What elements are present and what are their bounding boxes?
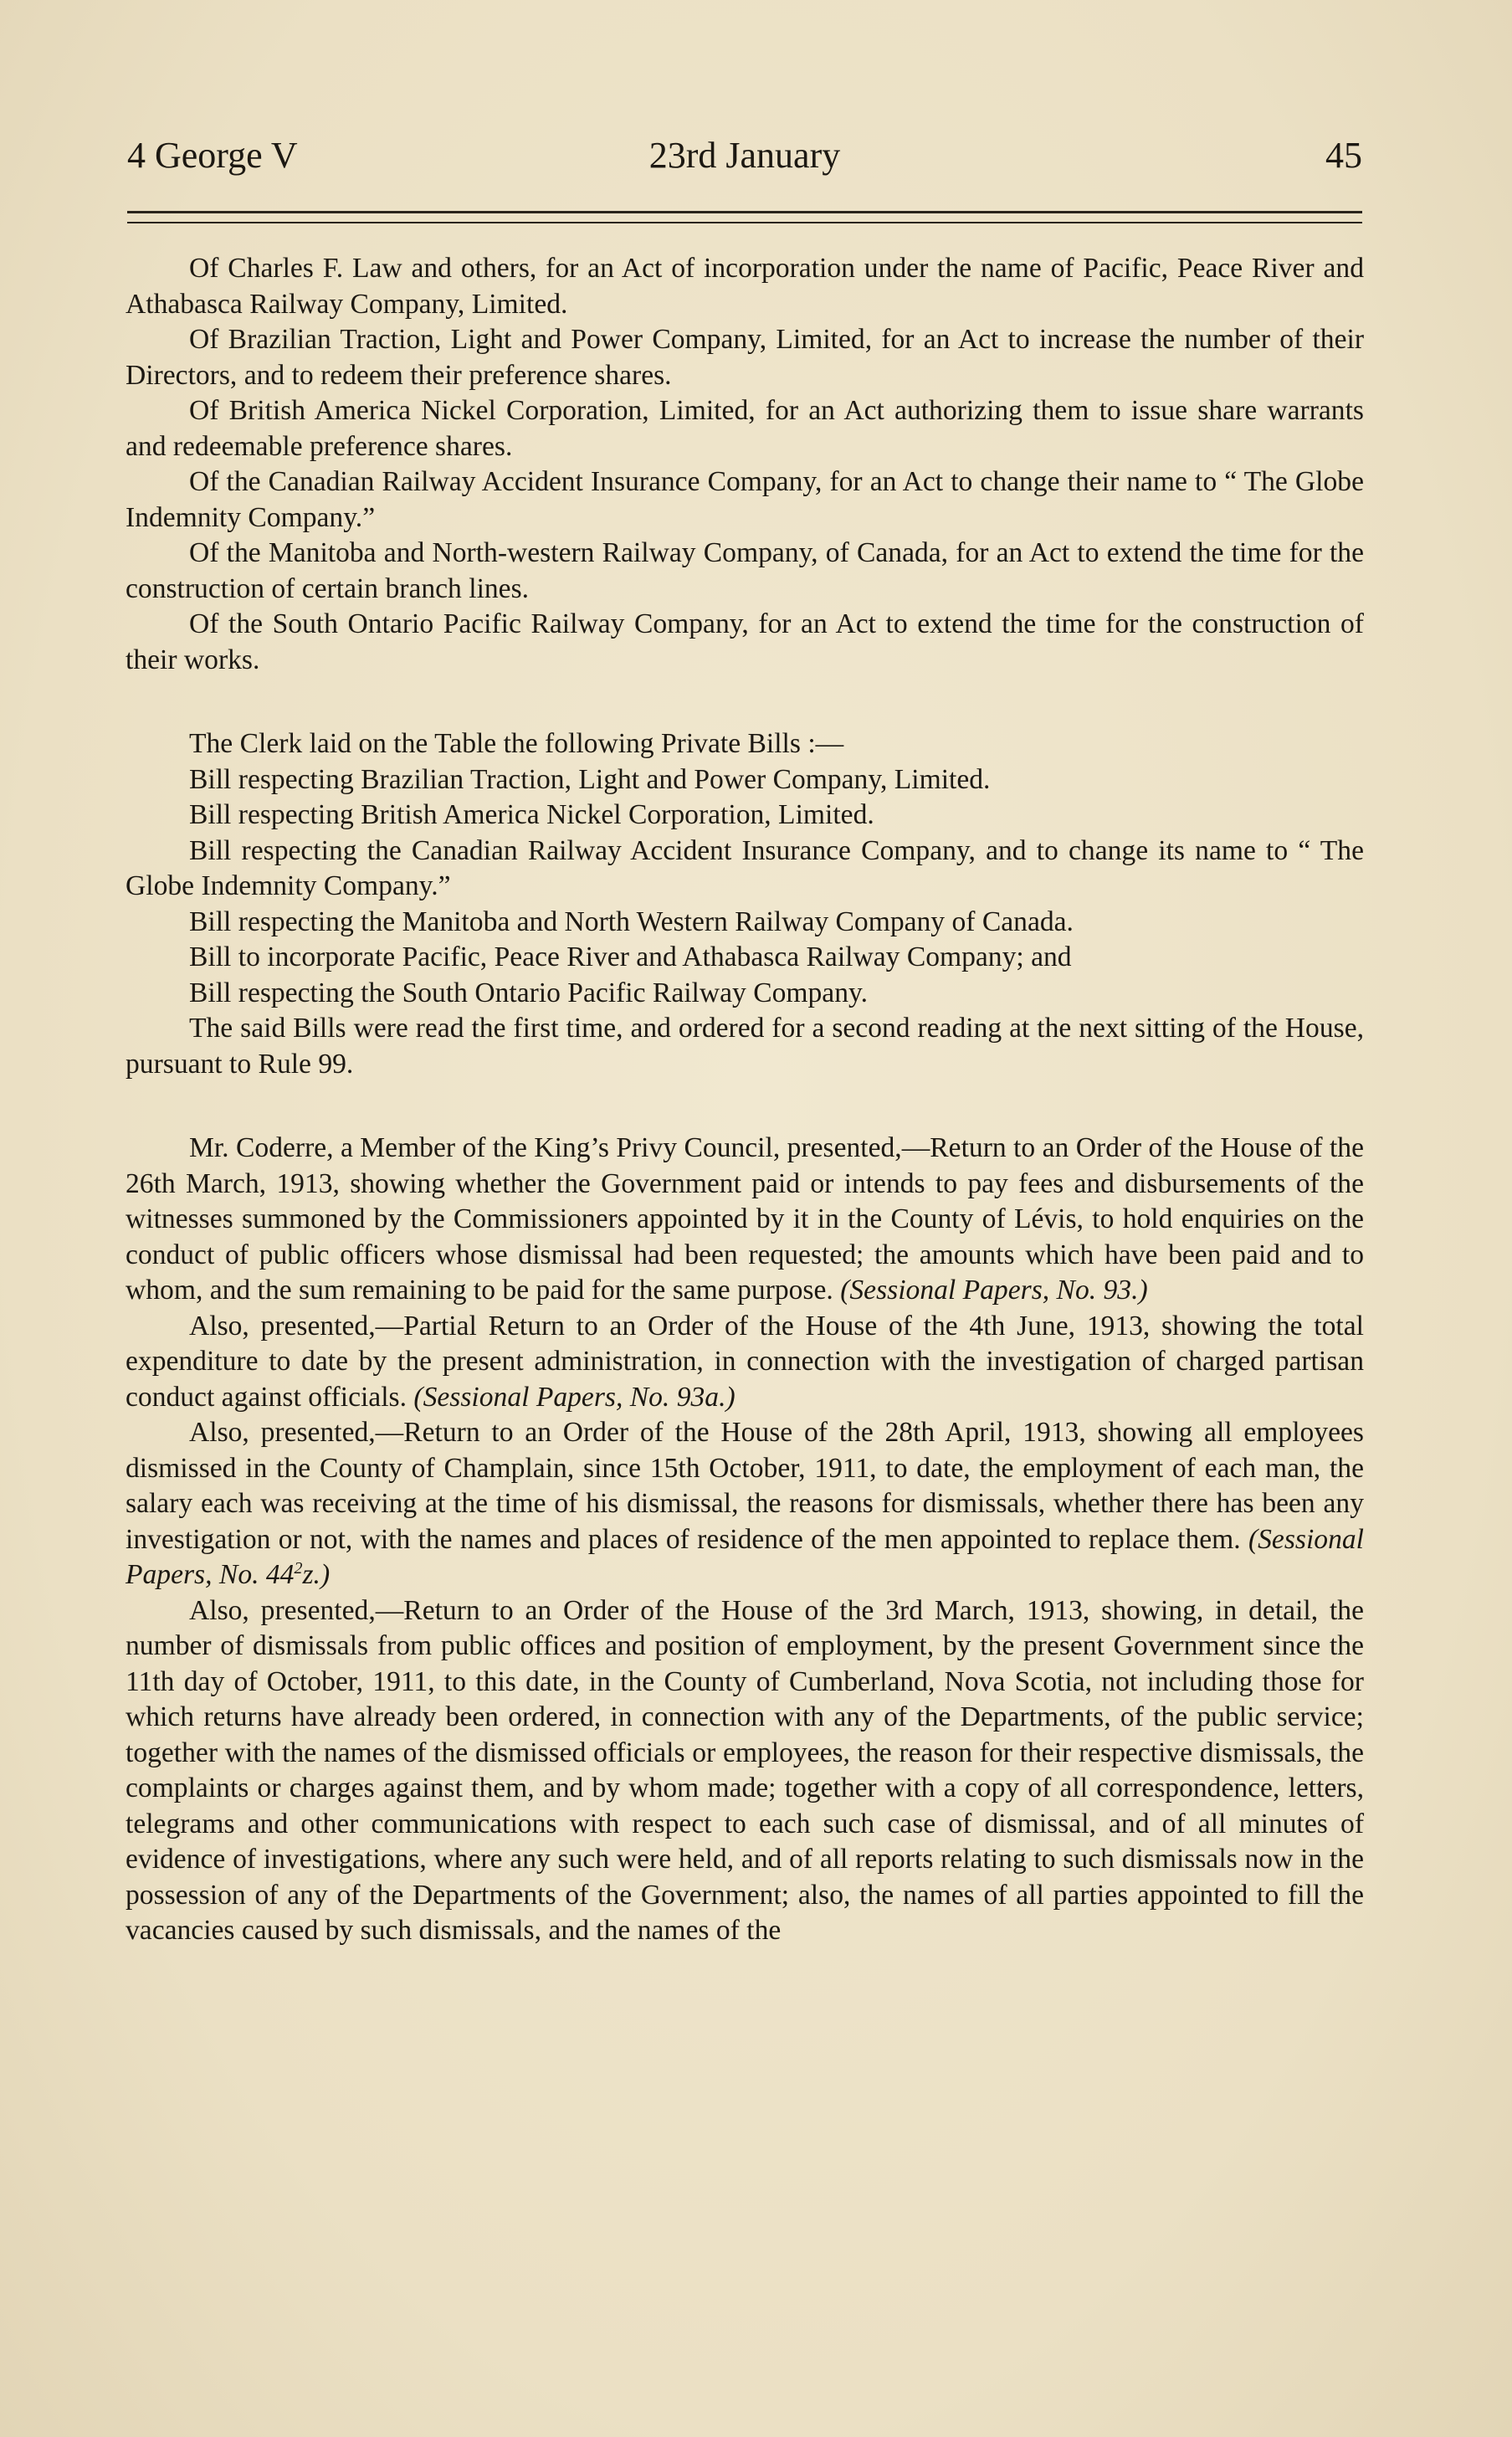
sessional-paper-ref: (Sessional Papers, No. 93.) — [840, 1275, 1148, 1306]
ref-suffix: z.) — [302, 1559, 331, 1590]
petition-paragraph: Of the Manitoba and North-western Railway Company, of Canada, for an Act to extend the time for the construction of certain branch lines. — [126, 537, 1364, 604]
bill-item: Bill respecting the South Ontario Pacific Railway Company. — [189, 977, 869, 1008]
bill-item: Bill to incorporate Pacific, Peace River and Athabasca Railway Company; and — [189, 941, 1072, 972]
bill-item: Bill respecting Brazilian Traction, Light and Power Company, Limited. — [189, 763, 991, 795]
bill-item: Bill respecting the Canadian Railway Accident Insurance Company, and to change its name to “ The Globe Indemnity Company.” — [126, 834, 1364, 901]
ref-superscript: 2 — [294, 1558, 303, 1578]
return-text: Also, presented,—Partial Return to an Order of the House of the 4th June, 1913, showing the total expenditure to date by the present administration, in connection with the investigation of charged partisan conduct against officials. — [126, 1310, 1364, 1413]
return-paragraph: Also, presented,—Return to an Order of the House of the 3rd March, 1913, showing, in detail, the number of dismissals from public offices and position of employment, by the present Government since the 11th day of October, 1911, to this date, in the County of Cumberland, Nova Scotia, not including those for which returns have already been ordered, in connection with any of the Departments, of the public service; together with the names of the dismissed officials or employees, the reason for their respective dismissals, the complaints or charges against them, and by whom made; together with a copy of all correspondence, letters, telegrams and other communications with respect to each such case of dismissal, and of all minutes of evidence of investigations, where any such were held, and of all reports relating to such dismissals now in the possession of any of the Departments of the Government; also, the names of all parties appointed to fill the vacancies caused by such dismissals, and the names of the — [126, 1594, 1364, 1946]
petition-paragraph: Of the Canadian Railway Accident Insurance Company, for an Act to change their name to “ The Globe Indemnity Company.” — [126, 466, 1364, 533]
return-paragraph — [126, 1309, 1364, 1416]
sessional-paper-ref: (Sessional Papers, No. 93a.) — [413, 1381, 735, 1413]
bills-outro: The said Bills were read the first time, and ordered for a second reading at the next sitting of the House, pursuant to Rule 99. — [126, 1013, 1364, 1080]
bill-item: Bill respecting British America Nickel Corporation, Limited. — [189, 799, 874, 830]
return-text: Mr. Coderre, a Member of the King’s Privy Council, presented,—Return to an Order of the House of the 26th March, 1913, showing whether the Government paid or intends to pay fees and disbursements of the witnesses summoned by the Commissioners appointed by it in the County of Lévis, to hold enquiries on the conduct of public officers whose dismissal had been requested; the amounts which have been paid and to whom, and the sum remaining to be paid for the same purpose. — [126, 1132, 1364, 1306]
bills-intro: The Clerk laid on the Table the following Private Bills :— — [189, 728, 844, 759]
header-date: 23rd January — [648, 135, 841, 176]
petition-paragraph: Of Charles F. Law and others, for an Act of incorporation under the name of Pacific, Peace River and Athabasca Railway Company, Limited. — [126, 253, 1364, 320]
header-double-rule — [127, 211, 1362, 223]
return-paragraph — [126, 1131, 1364, 1309]
return-paragraph — [126, 1415, 1364, 1593]
bill-item: Bill respecting the Manitoba and North Western Railway Company of Canada. — [189, 906, 1074, 937]
return-text: Also, presented,—Return to an Order of the House of the 28th April, 1913, showing all employees dismissed in the County of Champlain, since 15th October, 1911, to date, the employment of each man, the salary each was receiving at the time of his dismissal, the reasons for dismissals, whether there has been any investigation or not, with the names and places of residence of the men appointed to replace them. — [126, 1417, 1364, 1555]
header-regnal-year: 4 George V — [127, 135, 298, 176]
page-header — [127, 134, 1362, 192]
petition-paragraph: Of the South Ontario Pacific Railway Company, for an Act to extend the time for the construction of their works. — [126, 608, 1364, 675]
petition-paragraph: Of Brazilian Traction, Light and Power Company, Limited, for an Act to increase the number of their Directors, and to redeem their preference shares. — [126, 324, 1364, 391]
ref-main: (Sessional Papers, No. 44 — [126, 1523, 1364, 1590]
page-body — [126, 251, 1364, 1949]
petition-paragraph: Of British America Nickel Corporation, Limited, for an Act authorizing them to issue share warrants and redeemable preference shares. — [126, 395, 1364, 462]
page-number: 45 — [1325, 135, 1362, 176]
